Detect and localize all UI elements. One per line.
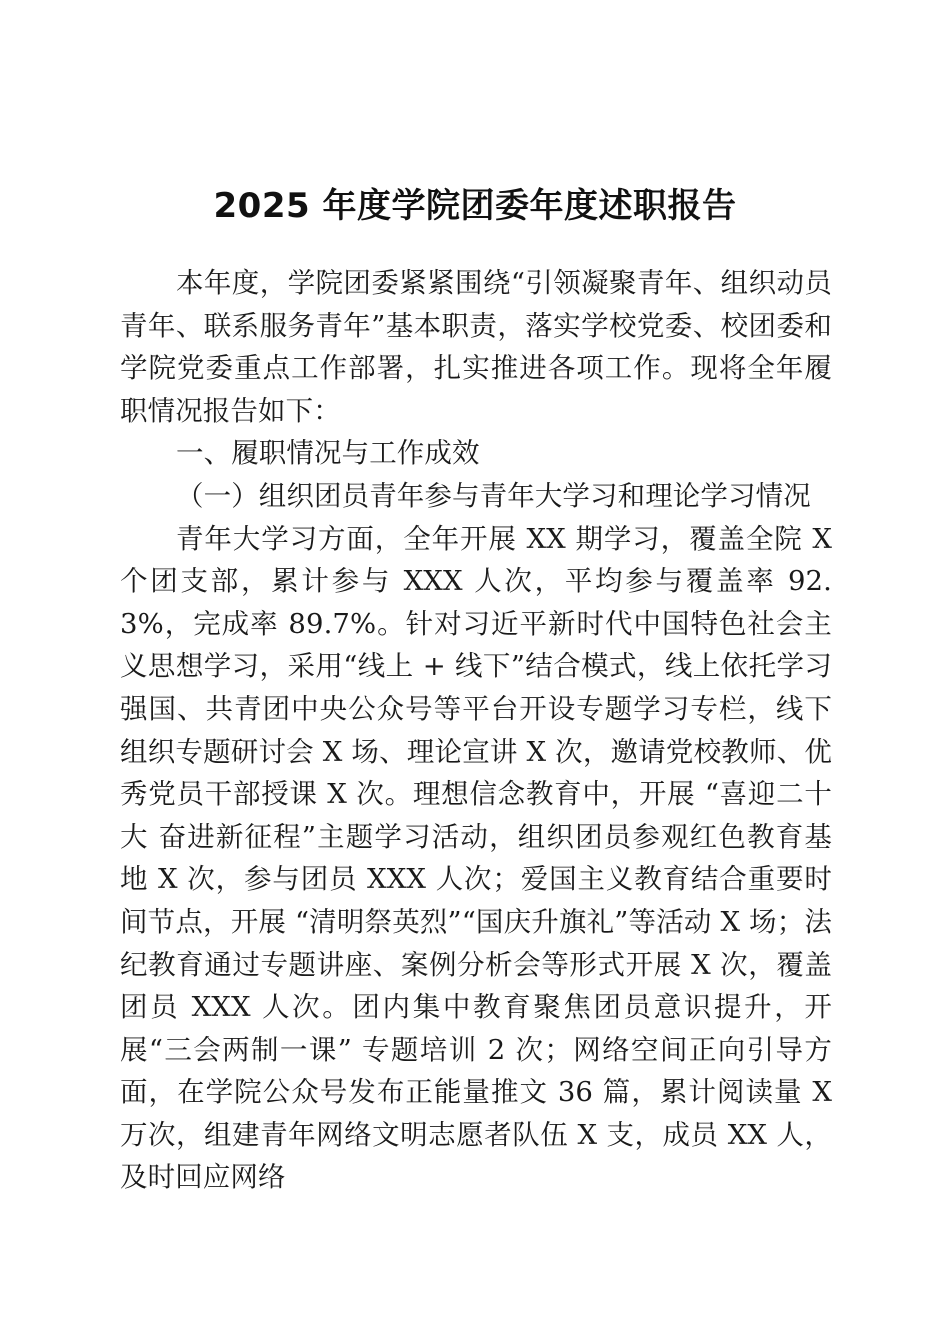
intro-paragraph: 本年度，学院团委紧紧围绕“引领凝聚青年、组织动员青年、联系服务青年”基本职责，落实学校党委、校团委和学院党委重点工作部署，扎实推进各项工作。现将全年履职情况报告如下： [120,267,832,427]
section-heading-one: 一、履职情况与工作成效 [176,437,480,470]
subsection-heading-one: （一）组织团员青年参与青年大学习和理论学习情况 [176,479,811,512]
page-title: 2025 年度学院团委年度述职报告 [213,185,737,226]
body-paragraph: 青年大学习方面，全年开展 XX 期学习，覆盖全院 X 个团支部，累计参与 XXX 人次，平均参与覆盖率 92.3%，完成率 89.7%。针对习近平新时代中国特色社会主义思想学习，采用“线上 + 线下”结合模式，线上依托学习强国、共青团中央公众号等平台开设专题学习专栏，线下组织专题研讨会 X 场、理论宣讲 X 次，邀请党校教师、优秀党员干部授课 X 次。理想信念教育中，开展 “喜迎二十大 奋进新征程”主题学习活动，组织团员参观红色教育基地 X 次，参与团员 XXX 人次；爱国主义教育结合重要时间节点，开展 “清明祭英烈”“国庆升旗礼”等活动 X 场；法纪教育通过专题讲座、案例分析会等形式开展 X 次，覆盖团员 XXX 人次。团内集中教育聚焦团员意识提升，开展“三会两制一课” 专题培训 2 次；网络空间正向引导方面，在学院公众号发布正能量推文 36 篇，累计阅读量 X 万次，组建青年网络文明志愿者队伍 X 支，成员 XX 人，及时回应网络 [120,522,832,1194]
document-body [120,262,832,1199]
